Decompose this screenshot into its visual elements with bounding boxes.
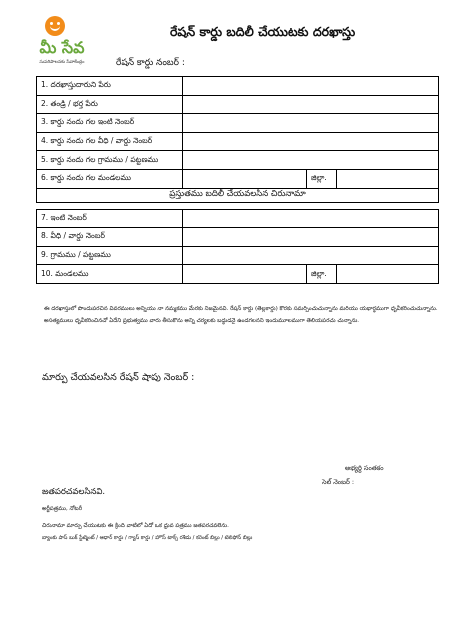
new-address-heading: ప్రస్తుతము బదిలీ చేయవలసిన చిరునామా	[37, 188, 439, 202]
field-label: 10. మండలము	[37, 265, 183, 284]
form-row-mandal	[37, 169, 439, 188]
application-form-table	[36, 76, 439, 284]
smiley-icon	[45, 16, 65, 36]
new-village-town-field[interactable]	[183, 246, 439, 265]
declaration-line-2: అసత్యములు ధృవీకరించినచో ఏదేని ప్రభుత్వము వారు తీసుకొను అన్ని చర్యలకు బద్ధుడనై ఉండగలనని ఇందుమూలముగా తెలియపరచు చున్నాను.	[44, 318, 360, 324]
enclosure-note: చిరునామా మార్పు చేయుటకు ఈ క్రింది వాటిలో ఏదో ఒక ధ్రువ పత్రము జతపరచవలెను.	[42, 523, 229, 529]
district-label: జిల్లా.	[307, 265, 337, 284]
field-label: 9. గ్రామము / పట్టణము	[37, 246, 183, 265]
enclosure-item: అర్జీపత్రము, నోటరీ	[42, 506, 83, 512]
new-house-number-field[interactable]	[183, 209, 439, 228]
applicant-signature-label: అభ్యర్థి సంతకం	[345, 464, 384, 472]
field-label: 6. కార్డు నందు గల మండలము	[37, 169, 183, 188]
logo-brand: మీ సేవ	[39, 38, 85, 57]
section-heading-row	[37, 188, 439, 202]
field-label: 2. తండ్రి / భర్త పేరు	[37, 95, 183, 114]
page-title: రేషన్ కార్డు బదిలీ చేయుటకు దరఖాస్తు	[170, 24, 356, 39]
enclosures-title: జతపరచవలసినవి.	[42, 487, 106, 497]
form-row-village-town	[37, 151, 439, 170]
card-village-town-field[interactable]	[183, 151, 439, 170]
field-label: 8. వీధి / వార్డు నెంబర్	[37, 228, 183, 247]
form-row-applicant-name	[37, 77, 439, 96]
field-label: 5. కార్డు నందు గల గ్రామము / పట్టణము	[37, 151, 183, 170]
form-row-new-mandal	[37, 265, 439, 284]
declaration-text	[44, 303, 439, 327]
logo-tagline: సుపరిపాలనకు సేవాకేంద్రం	[39, 60, 85, 65]
field-label: 4. కార్డు నందు గల వీధి / వార్డు నెంబర్	[37, 132, 183, 151]
declaration-line-1: ఈ దరఖాస్తులో పొందుపరచిన వివరములు అన్నియు నా నమ్మకము మేరకు నిజమైనవి. రేషన్ కార్డు (తెల్లకార్డు) కొరకు సమర్పించుచున్నాను మరియు యథార్థముగా ధృవీకరించుచున్నాను.	[44, 306, 438, 312]
card-district-field[interactable]	[337, 169, 439, 188]
new-street-ward-field[interactable]	[183, 228, 439, 247]
shop-number-label: మార్పు చేయవలసిన రేషన్ షాపు నెంబర్ :	[42, 372, 195, 383]
form-row-new-village-town	[37, 246, 439, 265]
form-row-father-husband	[37, 95, 439, 114]
field-label: 3. కార్డు నందు గల ఇంటి నెంబర్	[37, 114, 183, 133]
field-label: 1. దరఖాస్తుదారుని పేరు	[37, 77, 183, 96]
applicant-name-field[interactable]	[183, 77, 439, 96]
card-street-ward-field[interactable]	[183, 132, 439, 151]
new-mandal-field[interactable]	[183, 265, 307, 284]
form-row-new-house-number	[37, 209, 439, 228]
form-row-street-ward	[37, 132, 439, 151]
district-label: జిల్లా.	[307, 169, 337, 188]
form-row-house-number	[37, 114, 439, 133]
card-house-number-field[interactable]	[183, 114, 439, 133]
card-mandal-field[interactable]	[183, 169, 307, 188]
card-number-label: రేషన్ కార్డు నంబర్ :	[116, 58, 185, 68]
enclosure-proof-list: బ్యాంకు పాస్ బుక్ స్టేట్మెంట్ / ఆధార్ కార్డు / గ్యాస్ కార్డు / హౌస్ టాక్స్ రశీదు / కరెంట్ బిల్లు / టెలిఫోన్ బిల్లు	[42, 535, 253, 541]
spacer	[37, 202, 439, 209]
form-row-new-street-ward	[37, 228, 439, 247]
cell-number-label: సెల్ నెంబర్ :	[322, 478, 355, 486]
meeseva-logo	[29, 16, 95, 78]
father-husband-name-field[interactable]	[183, 95, 439, 114]
new-district-field[interactable]	[337, 265, 439, 284]
field-label: 7. ఇంటి నెంబర్	[37, 209, 183, 228]
